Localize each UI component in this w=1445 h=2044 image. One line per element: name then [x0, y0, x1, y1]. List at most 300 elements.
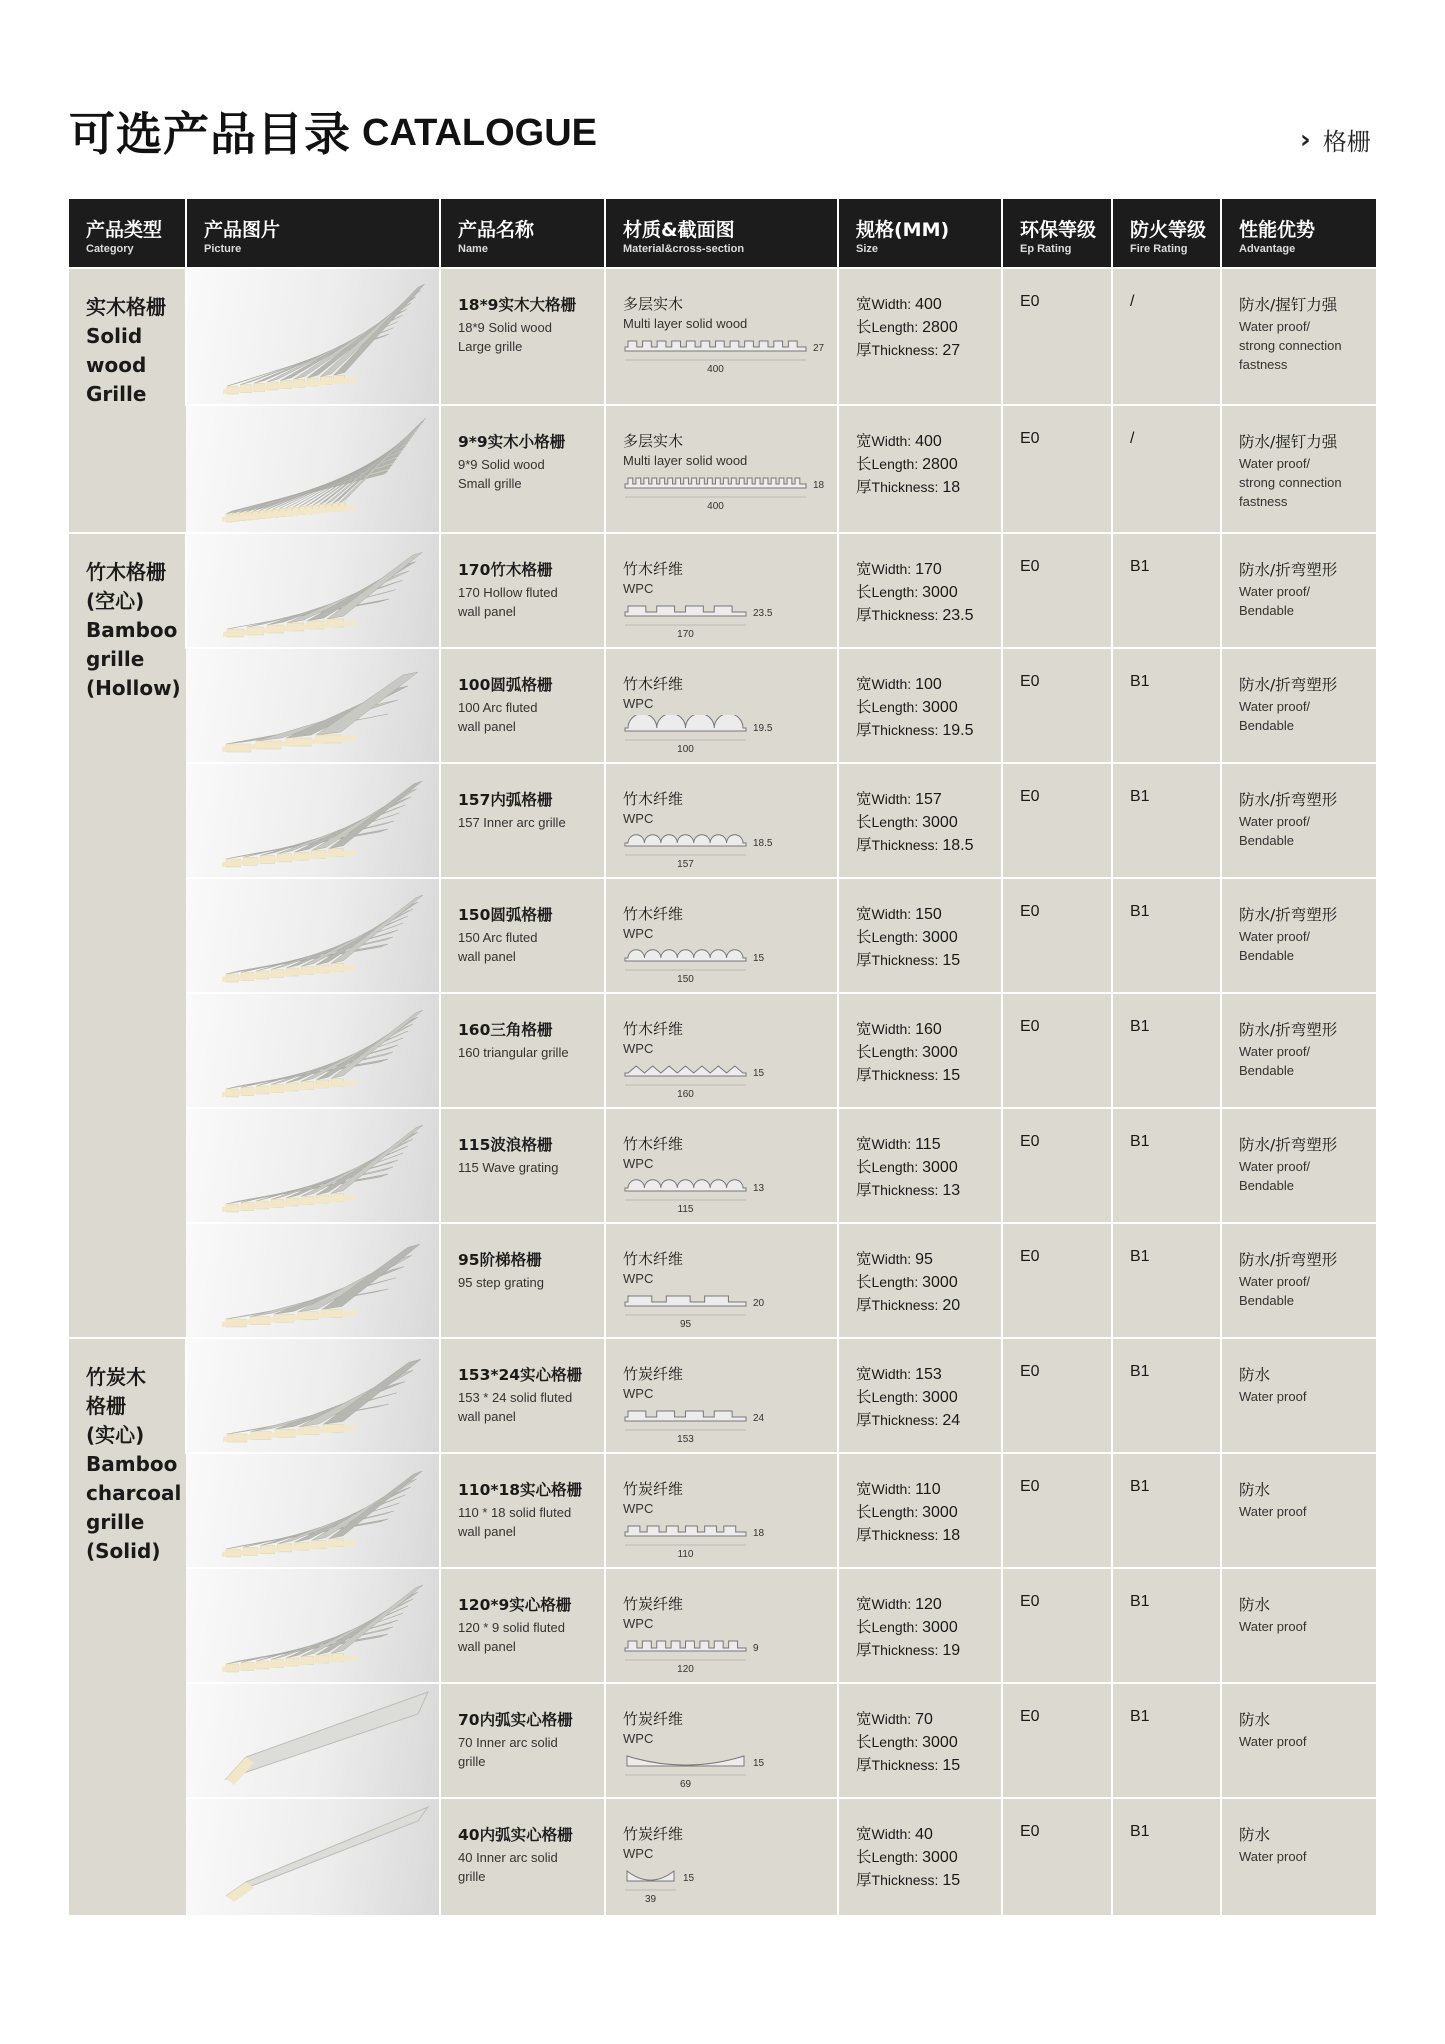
cross-section-diagram [623, 472, 837, 512]
grille-panel-image [186, 1109, 438, 1222]
table-row [69, 405, 1376, 533]
material-cn: 竹木纤维 [623, 1135, 684, 1153]
advantage-cell [1221, 878, 1376, 993]
column-header-cn: 规格(MM) [856, 219, 950, 241]
fire-rating: B1 [1130, 673, 1150, 690]
advantage-en: Bendable [1239, 603, 1294, 618]
product-name-en: 153 * 24 solid fluted [458, 1390, 573, 1405]
size-cell [838, 1798, 1002, 1915]
material-cn: 竹炭纤维 [623, 1595, 684, 1613]
advantage-cn: 防水 [1239, 1596, 1271, 1614]
size-cell [838, 268, 1002, 405]
fire-rating: / [1130, 293, 1135, 310]
product-name-cn: 120*9实心格栅 [458, 1596, 572, 1614]
category-name-line: wood [86, 353, 147, 377]
advantage-cn: 防水 [1239, 1366, 1271, 1384]
advantage-cn: 防水/折弯塑形 [1239, 906, 1338, 924]
product-picture [186, 405, 440, 533]
material-cell [605, 533, 838, 648]
advantage-en: fastness [1239, 494, 1288, 509]
material-cell [605, 1683, 838, 1798]
product-name-en: 160 triangular grille [458, 1045, 569, 1060]
fire-rating-cell [1112, 1568, 1221, 1683]
cross-section-diagram [623, 715, 837, 755]
size-width: 宽Width: 160 [856, 1020, 942, 1038]
material-en: WPC [623, 1041, 654, 1056]
cross-section-thickness: 19.5 [753, 723, 773, 734]
advantage-cell [1221, 533, 1376, 648]
product-picture [186, 1338, 440, 1453]
product-name-en: Large grille [458, 339, 523, 354]
advantage-cell [1221, 405, 1376, 533]
size-thickness: 厚Thickness: 13 [856, 1181, 961, 1199]
material-cn: 竹炭纤维 [623, 1710, 684, 1728]
breadcrumb[interactable] [1300, 122, 1371, 157]
advantage-cell [1221, 1338, 1376, 1453]
category-cell [69, 268, 186, 533]
table-row [69, 1568, 1376, 1683]
cross-section-diagram [623, 600, 837, 640]
product-name-cell [440, 878, 605, 993]
table-row [69, 268, 1376, 405]
ep-rating-cell [1002, 648, 1112, 763]
product-name-en: 18*9 Solid wood [458, 320, 552, 335]
ep-rating-cell [1002, 763, 1112, 878]
cross-section-profile [625, 1526, 746, 1536]
product-name-en: wall panel [458, 719, 516, 734]
product-name-cn: 95阶梯格栅 [458, 1251, 542, 1269]
cross-section-profile [627, 1756, 744, 1766]
size-length: 长Length: 3000 [856, 1043, 958, 1061]
column-header-en: Picture [204, 243, 242, 255]
advantage-cn: 防水 [1239, 1481, 1271, 1499]
size-thickness: 厚Thickness: 15 [856, 1066, 961, 1084]
size-cell [838, 1223, 1002, 1338]
table-row [69, 993, 1376, 1108]
advantage-en: fastness [1239, 357, 1288, 372]
product-name-en: 150 Arc fluted [458, 930, 538, 945]
ep-rating-cell [1002, 533, 1112, 648]
fire-rating-cell [1112, 878, 1221, 993]
material-cn: 竹炭纤维 [623, 1825, 684, 1843]
cross-section-profile [625, 1296, 746, 1306]
cross-section-diagram [623, 1405, 837, 1445]
size-cell [838, 878, 1002, 993]
fire-rating-cell [1112, 405, 1221, 533]
advantage-en: Water proof [1239, 1734, 1307, 1749]
fire-rating-cell [1112, 648, 1221, 763]
size-width: 宽Width: 400 [856, 295, 942, 313]
cross-section-diagram [623, 1750, 837, 1790]
grille-panel-image [186, 1224, 438, 1337]
cross-section-profile [625, 1411, 746, 1421]
category-name-line: 竹木格栅 [86, 560, 166, 584]
cross-section-diagram [623, 335, 837, 375]
material-cell [605, 1798, 838, 1915]
cross-section-thickness: 23.5 [753, 608, 773, 619]
product-name-cell [440, 533, 605, 648]
advantage-en: Bendable [1239, 1178, 1294, 1193]
table-row [69, 878, 1376, 993]
material-cell [605, 763, 838, 878]
material-cell [605, 1453, 838, 1568]
advantage-en: Water proof [1239, 1389, 1307, 1404]
product-picture [186, 1568, 440, 1683]
advantage-en: strong connection [1239, 338, 1342, 353]
product-name-en: 95 step grating [458, 1275, 545, 1290]
category-name [69, 269, 185, 409]
ep-rating-cell [1002, 1683, 1112, 1798]
cross-section-thickness: 9 [753, 1643, 759, 1654]
category-name-line: 竹炭木 [86, 1365, 146, 1389]
size-cell [838, 648, 1002, 763]
cross-section-width: 110 [677, 1549, 694, 1560]
advantage-en: Water proof/ [1239, 584, 1311, 599]
material-en: WPC [623, 581, 654, 596]
fire-rating: B1 [1130, 903, 1150, 920]
advantage-cell [1221, 763, 1376, 878]
cross-section-width: 120 [677, 1664, 694, 1675]
fire-rating: B1 [1130, 1133, 1150, 1150]
advantage-cell [1221, 993, 1376, 1108]
cross-section-diagram [623, 1175, 837, 1215]
ep-rating: E0 [1020, 430, 1040, 447]
product-name-en: 100 Arc fluted [458, 700, 538, 715]
fire-rating: B1 [1130, 1478, 1150, 1495]
product-name-en: grille [458, 1869, 486, 1884]
advantage-en: Water proof/ [1239, 456, 1311, 471]
table-row [69, 763, 1376, 878]
material-en: WPC [623, 696, 654, 711]
grille-panel-image [186, 406, 438, 532]
size-length: 长Length: 2800 [856, 455, 958, 473]
advantage-en: Water proof [1239, 1504, 1307, 1519]
advantage-cn: 防水/折弯塑形 [1239, 561, 1338, 579]
product-name-en: wall panel [458, 1639, 516, 1654]
advantage-cn: 防水/折弯塑形 [1239, 1021, 1338, 1039]
cross-section-diagram [623, 830, 837, 870]
column-header-en: Size [856, 243, 879, 255]
size-length: 长Length: 3000 [856, 1848, 958, 1866]
column-header-en: Category [86, 243, 134, 255]
product-picture [186, 993, 440, 1108]
column-header-en: Fire Rating [1130, 243, 1188, 255]
category-name-line: 实木格栅 [86, 295, 166, 319]
cross-section-profile [625, 1180, 746, 1191]
product-picture [186, 1108, 440, 1223]
category-name [69, 1339, 185, 1566]
fire-rating-cell [1112, 1798, 1221, 1915]
material-en: WPC [623, 1616, 654, 1631]
size-cell [838, 405, 1002, 533]
cross-section-diagram [623, 1290, 837, 1330]
material-en: Multi layer solid wood [623, 316, 748, 331]
product-name-cn: 70内弧实心格栅 [458, 1711, 573, 1729]
category-name-line: (Hollow) [86, 676, 181, 700]
grille-panel-image [186, 879, 438, 992]
ep-rating: E0 [1020, 788, 1040, 805]
table-header-row [69, 199, 1376, 268]
cross-section-thickness: 24 [753, 1413, 765, 1424]
product-name-en: 115 Wave grating [458, 1160, 559, 1175]
material-cn: 竹木纤维 [623, 1020, 684, 1038]
cross-section-profile [625, 835, 746, 846]
size-cell [838, 1108, 1002, 1223]
advantage-cell [1221, 1798, 1376, 1915]
product-name-cell [440, 268, 605, 405]
advantage-en: strong connection [1239, 475, 1342, 490]
cross-section-profile [625, 1641, 746, 1651]
material-cell [605, 1568, 838, 1683]
material-cn: 竹炭纤维 [623, 1365, 684, 1383]
product-picture [186, 878, 440, 993]
material-cn: 竹木纤维 [623, 1250, 684, 1268]
cross-section-thickness: 18 [753, 1528, 765, 1539]
cross-section-thickness: 15 [753, 1758, 765, 1769]
size-thickness: 厚Thickness: 18.5 [856, 836, 974, 854]
cross-section-width: 69 [679, 1779, 692, 1790]
table-row [69, 648, 1376, 763]
material-cell [605, 648, 838, 763]
category-name-line: (空心) [86, 589, 145, 613]
category-name [69, 534, 185, 703]
size-cell [838, 533, 1002, 648]
cross-section-width: 153 [677, 1434, 694, 1445]
advantage-en: Water proof [1239, 1619, 1307, 1634]
material-cn: 竹木纤维 [623, 905, 684, 923]
ep-rating-cell [1002, 993, 1112, 1108]
fire-rating-cell [1112, 1453, 1221, 1568]
column-header-ep-rating [1002, 199, 1112, 268]
cross-section-profile [625, 1066, 746, 1076]
fire-rating: B1 [1130, 558, 1150, 575]
size-cell [838, 1453, 1002, 1568]
grille-panel-image [187, 534, 439, 647]
category-name-line: Grille [86, 382, 147, 406]
product-picture [186, 1798, 440, 1915]
fire-rating-cell [1112, 1338, 1221, 1453]
ep-rating: E0 [1020, 1363, 1040, 1380]
ep-rating: E0 [1020, 1478, 1040, 1495]
product-name-cell [440, 1683, 605, 1798]
grille-panel-image [187, 1339, 439, 1452]
grille-panel-image [186, 1454, 438, 1567]
ep-rating-cell [1002, 1453, 1112, 1568]
cross-section-profile [627, 1871, 674, 1881]
page-title-cn: 可选产品目录 [69, 107, 351, 161]
cross-section-profile [625, 715, 746, 731]
ep-rating: E0 [1020, 1248, 1040, 1265]
fire-rating-cell [1112, 1223, 1221, 1338]
grille-panel-image [186, 994, 438, 1107]
cross-section-thickness: 20 [753, 1298, 765, 1309]
ep-rating-cell [1002, 1568, 1112, 1683]
table-row [69, 1223, 1376, 1338]
product-picture [186, 648, 440, 763]
size-cell [838, 1338, 1002, 1453]
cross-section-diagram [623, 945, 837, 985]
advantage-en: Bendable [1239, 1293, 1294, 1308]
material-cell [605, 1108, 838, 1223]
column-header-size [838, 199, 1002, 268]
grille-panel-image [186, 764, 438, 877]
advantage-cell [1221, 648, 1376, 763]
category-name-line: Solid [86, 324, 143, 348]
advantage-en: Water proof/ [1239, 1044, 1311, 1059]
size-width: 宽Width: 150 [856, 905, 942, 923]
material-cell [605, 1338, 838, 1453]
cross-section-thickness: 15 [683, 1873, 695, 1884]
size-width: 宽Width: 153 [856, 1365, 942, 1383]
column-header-en: Material&cross-section [623, 243, 745, 255]
column-header-cn: 性能优势 [1239, 219, 1316, 241]
product-name-cell [440, 993, 605, 1108]
advantage-en: Bendable [1239, 948, 1294, 963]
fire-rating: / [1130, 430, 1135, 447]
product-name-en: 40 Inner arc solid [458, 1850, 558, 1865]
cross-section-thickness: 18 [813, 480, 825, 491]
material-en: WPC [623, 811, 654, 826]
fire-rating: B1 [1130, 1823, 1150, 1840]
product-name-cell [440, 405, 605, 533]
cross-section-diagram [623, 1520, 837, 1560]
cross-section-profile [625, 950, 746, 961]
product-name-cell [440, 1453, 605, 1568]
cross-section-thickness: 13 [753, 1183, 765, 1194]
column-header-cn: 产品图片 [204, 219, 281, 241]
advantage-cn: 防水/折弯塑形 [1239, 791, 1338, 809]
cross-section-thickness: 18.5 [753, 838, 773, 849]
ep-rating: E0 [1020, 903, 1040, 920]
size-length: 长Length: 2800 [856, 318, 958, 336]
advantage-cn: 防水/握钉力强 [1239, 433, 1338, 451]
fire-rating: B1 [1130, 1593, 1150, 1610]
size-cell [838, 763, 1002, 878]
size-width: 宽Width: 100 [856, 675, 942, 693]
table-row [69, 1108, 1376, 1223]
grille-panel-image [186, 1684, 438, 1797]
cross-section-width: 115 [677, 1204, 694, 1215]
product-name-en: Small grille [458, 476, 522, 491]
ep-rating-cell [1002, 1223, 1112, 1338]
ep-rating: E0 [1020, 1133, 1040, 1150]
product-name-cn: 160三角格栅 [458, 1021, 553, 1039]
fire-rating-cell [1112, 533, 1221, 648]
fire-rating-cell [1112, 1108, 1221, 1223]
cross-section-profile [625, 606, 746, 616]
product-name-cn: 170竹木格栅 [458, 561, 553, 579]
grille-panel-image [186, 649, 438, 762]
cross-section-thickness: 27 [813, 343, 825, 354]
material-cn: 多层实木 [623, 432, 684, 450]
category-name-line: grille [86, 647, 145, 671]
product-picture [186, 763, 440, 878]
ep-rating: E0 [1020, 1708, 1040, 1725]
product-name-en: wall panel [458, 949, 516, 964]
cross-section-width: 160 [677, 1089, 694, 1100]
product-name-cn: 9*9实木小格栅 [458, 433, 566, 451]
product-name-en: grille [458, 1754, 486, 1769]
product-name-en: 157 Inner arc grille [458, 815, 566, 830]
product-picture [186, 533, 440, 648]
table-row [69, 1338, 1376, 1453]
ep-rating-cell [1002, 1798, 1112, 1915]
product-picture [186, 1453, 440, 1568]
advantage-cn: 防水 [1239, 1711, 1271, 1729]
advantage-cell [1221, 1453, 1376, 1568]
category-name-line: Bamboo [86, 1452, 178, 1476]
size-length: 长Length: 3000 [856, 698, 958, 716]
category-name-line: Bamboo [86, 618, 178, 642]
product-name-cn: 157内弧格栅 [458, 791, 553, 809]
cross-section-profile [625, 478, 806, 488]
cross-section-width: 39 [644, 1894, 657, 1905]
column-header-en: Ep Rating [1020, 243, 1072, 255]
cross-section-diagram [623, 1635, 837, 1675]
material-en: WPC [623, 1386, 654, 1401]
size-width: 宽Width: 170 [856, 560, 942, 578]
size-thickness: 厚Thickness: 15 [856, 1756, 961, 1774]
column-header-cn: 产品名称 [458, 219, 535, 241]
size-thickness: 厚Thickness: 18 [856, 1526, 961, 1544]
ep-rating: E0 [1020, 1018, 1040, 1035]
advantage-en: Water proof/ [1239, 319, 1311, 334]
cross-section-width: 170 [677, 629, 694, 640]
fire-rating: B1 [1130, 1363, 1150, 1380]
ep-rating-cell [1002, 268, 1112, 405]
material-cell [605, 878, 838, 993]
product-picture [186, 268, 440, 405]
product-name-en: 110 * 18 solid fluted [458, 1505, 572, 1520]
cross-section-width: 400 [707, 364, 724, 375]
product-name-cn: 115波浪格栅 [458, 1136, 553, 1154]
category-name-line: (实心) [86, 1423, 145, 1447]
advantage-cn: 防水/折弯塑形 [1239, 1136, 1338, 1154]
product-name-en: 170 Hollow fluted [458, 585, 558, 600]
material-cn: 竹木纤维 [623, 675, 684, 693]
column-header-cn: 防火等级 [1130, 219, 1207, 241]
size-length: 长Length: 3000 [856, 1503, 958, 1521]
material-en: WPC [623, 1731, 654, 1746]
product-name-en: 120 * 9 solid fluted [458, 1620, 565, 1635]
product-name-cn: 153*24实心格栅 [458, 1366, 583, 1384]
product-name-cell [440, 763, 605, 878]
grille-panel-image [186, 1569, 438, 1682]
material-en: WPC [623, 1271, 654, 1286]
table-row [69, 1683, 1376, 1798]
ep-rating: E0 [1020, 1593, 1040, 1610]
fire-rating-cell [1112, 1683, 1221, 1798]
cross-section-thickness: 15 [753, 953, 765, 964]
page-title-en: CATALOGUE [362, 112, 598, 154]
category-cell [69, 1338, 186, 1915]
size-length: 长Length: 3000 [856, 1618, 958, 1636]
material-cn: 竹木纤维 [623, 560, 684, 578]
cross-section-width: 150 [677, 974, 694, 985]
size-length: 长Length: 3000 [856, 813, 958, 831]
size-cell [838, 1568, 1002, 1683]
column-header-material-cross-section [605, 199, 838, 268]
column-header-name [440, 199, 605, 268]
advantage-cn: 防水 [1239, 1826, 1271, 1844]
material-cn: 竹炭纤维 [623, 1480, 684, 1498]
size-width: 宽Width: 157 [856, 790, 942, 808]
column-header-cn: 产品类型 [86, 219, 163, 241]
material-cn: 多层实木 [623, 295, 684, 313]
table-body [69, 268, 1376, 1915]
advantage-en: Bendable [1239, 833, 1294, 848]
cross-section-width: 100 [677, 744, 694, 755]
